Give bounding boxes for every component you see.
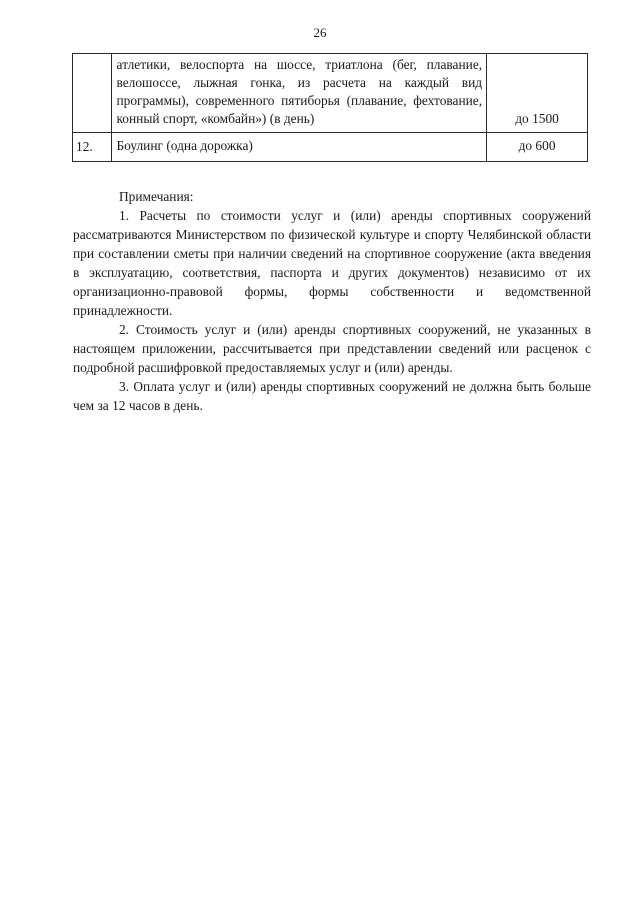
- row-number: [73, 54, 112, 133]
- note-item: 1. Расчеты по стоимости услуг и (или) аренды спортивных сооружений рассматриваются Министерством по физической культуре и спорту Челябинской области при составлении сметы при наличии сведений на спортивное сооружение (акта введения в эксплуатацию, соответствия, паспорта и других документов) независимо от их организационно-правовой формы, формы собственности и ведомственной принадлежности.: [73, 208, 591, 318]
- table-row: [73, 54, 588, 133]
- page-number: 26: [313, 25, 327, 40]
- note-item: 2. Стоимость услуг и (или) аренды спортивных сооружений, не указанных в настоящем приложении, рассчитывается при представлении сведений или расценок с подробной расшифровкой предоставляемых услуг и (или) аренды.: [73, 322, 591, 375]
- table-row: [73, 133, 588, 162]
- row-description: Боулинг (одна дорожка): [112, 133, 487, 162]
- row-price: до 600: [487, 133, 588, 162]
- notes-heading: Примечания:: [119, 189, 194, 204]
- row-description: атлетики, велоспорта на шоссе, триатлона (бег, плавание, велошоссе, лыжная гонка, из расчета на каждый вид программы), современного пятиборья (плавание, фехтование, конный спорт, «комбайн») (в день): [112, 54, 487, 133]
- note-item: 3. Оплата услуг и (или) аренды спортивных сооружений не должна быть больше чем за 12 часов в день.: [73, 379, 591, 413]
- row-price: до 1500: [487, 54, 588, 133]
- row-number: 12.: [73, 133, 112, 162]
- notes-section: [73, 187, 591, 415]
- price-table: [72, 53, 588, 162]
